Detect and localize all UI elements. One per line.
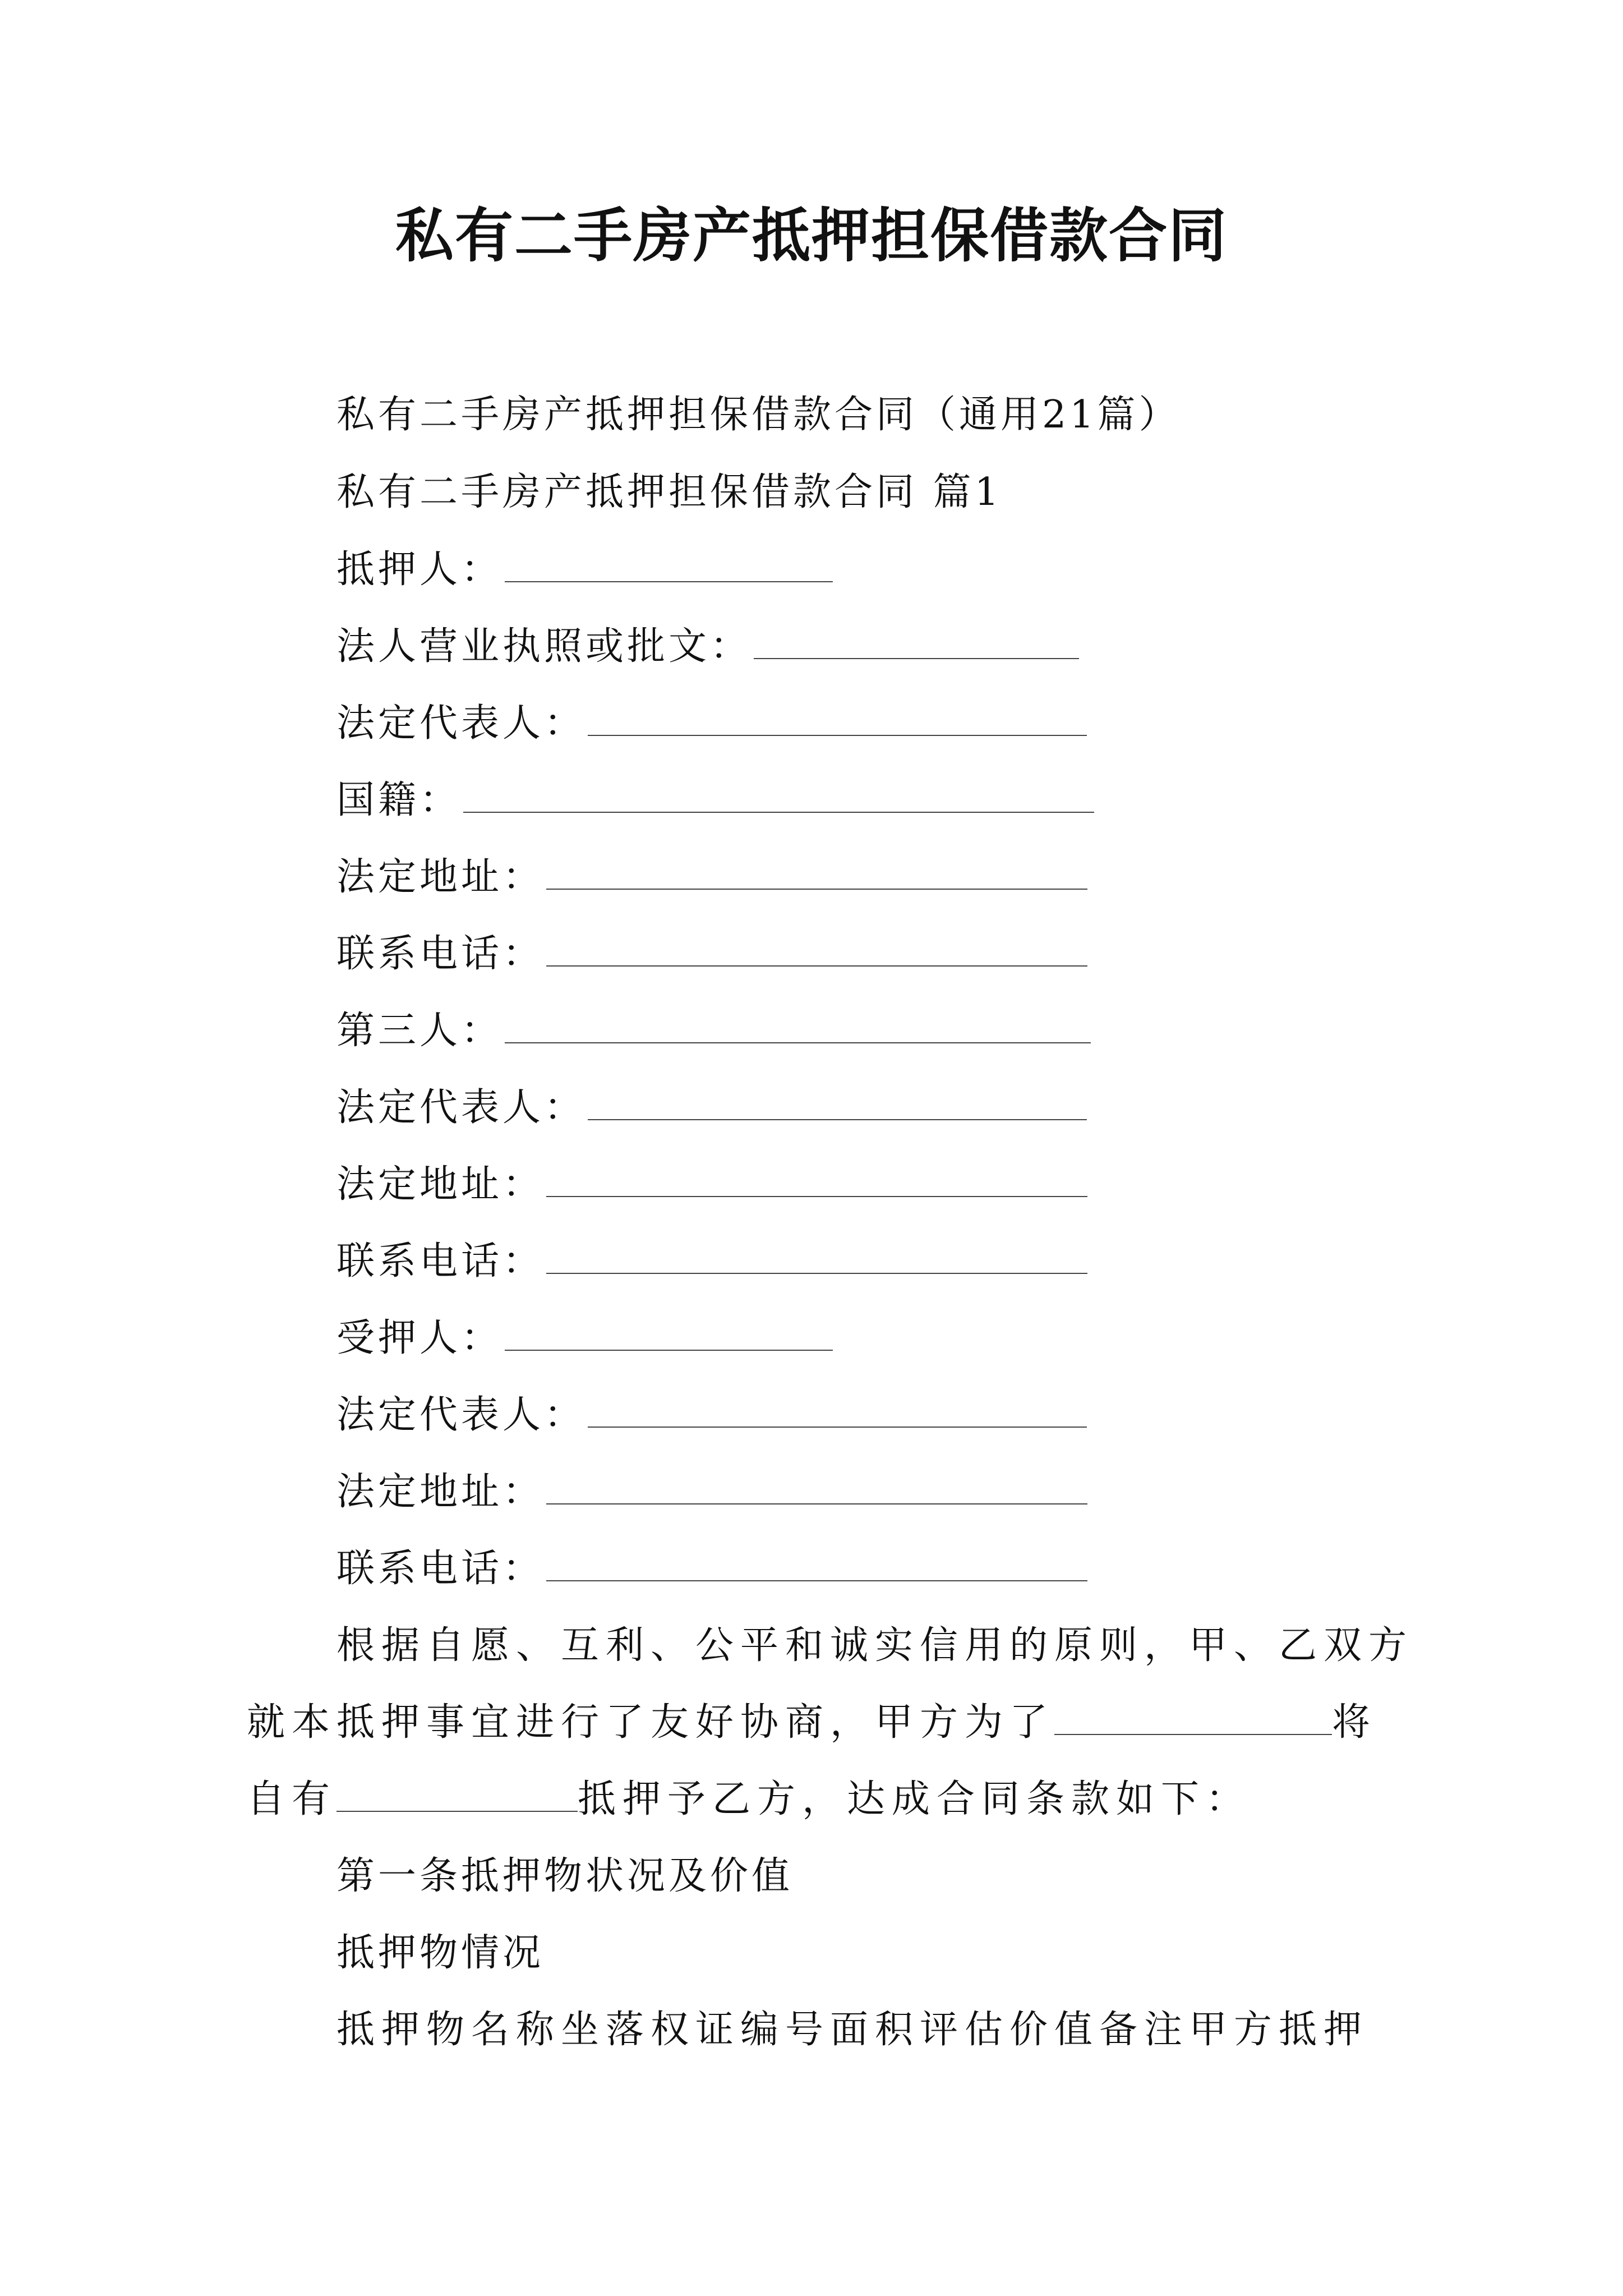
paragraph-text: 就本抵押事宜进行了友好协商，甲方为了 [247, 1700, 1055, 1745]
field-row-nationality [336, 772, 1094, 829]
field-label: 联系电话： [336, 932, 545, 976]
field-label: 法定地址： [336, 855, 545, 899]
field-row-legal-address-3 [336, 1464, 1087, 1520]
field-label: 法定地址： [336, 1470, 545, 1514]
section-heading: 私有二手房产抵押担保借款合同 篇1 [336, 470, 1002, 514]
field-row-mortgagor [336, 542, 833, 598]
paragraph-line-2 [247, 1695, 1377, 1751]
blank-line[interactable] [546, 931, 1087, 967]
field-row-third-party [336, 1003, 1091, 1059]
page-title: 私有二手房产抵押担保借款合同 [395, 201, 1228, 270]
field-label: 抵押人： [336, 547, 503, 592]
field-label: 法定地址： [336, 1162, 545, 1207]
collateral-heading: 抵押物情况 [336, 1931, 545, 1975]
field-label: 联系电话： [336, 1547, 545, 1591]
field-label: 法定代表人： [336, 1393, 586, 1437]
paragraph-text: 将 [1332, 1700, 1377, 1745]
field-label: 联系电话： [336, 1239, 545, 1283]
field-row-legal-address [336, 849, 1087, 905]
field-label: 法定代表人： [336, 1085, 586, 1130]
blank-line[interactable] [505, 546, 833, 582]
field-row-phone-3 [336, 1541, 1087, 1597]
blank-line[interactable] [588, 700, 1087, 736]
field-label: 国籍： [336, 778, 462, 822]
blank-line[interactable] [546, 1469, 1087, 1504]
field-label: 法人营业执照或批文： [336, 624, 752, 669]
paragraph-text: 抵押予乙方，达成合同条款如下： [578, 1777, 1251, 1821]
field-row-phone-2 [336, 1234, 1087, 1290]
paragraph-line-1: 根据自愿、互利、公平和诚实信用的原则，甲、乙双方 [336, 1623, 1414, 1668]
blank-line[interactable] [505, 1007, 1091, 1043]
field-row-legal-rep-3 [336, 1387, 1087, 1443]
paragraph-line-3 [247, 1772, 1251, 1828]
blank-line[interactable] [505, 1315, 833, 1351]
blank-line[interactable] [754, 623, 1079, 659]
blank-line[interactable] [546, 1545, 1087, 1581]
blank-line[interactable] [336, 1776, 578, 1812]
blank-line[interactable] [588, 1084, 1087, 1120]
field-row-mortgagee [336, 1310, 833, 1366]
blank-line[interactable] [463, 777, 1094, 813]
field-label: 法定代表人： [336, 701, 586, 746]
field-row-legal-rep [336, 696, 1087, 752]
field-row-legal-address-2 [336, 1157, 1087, 1213]
field-label: 受押人： [336, 1316, 503, 1360]
blank-line[interactable] [546, 1161, 1087, 1197]
blank-line[interactable] [546, 1238, 1087, 1274]
field-row-phone [336, 926, 1087, 982]
document-subtitle: 私有二手房产抵押担保借款合同（通用21篇） [336, 393, 1181, 437]
paragraph-text: 自有 [247, 1777, 337, 1821]
blank-line[interactable] [546, 854, 1087, 890]
collateral-table-header-line: 抵押物名称坐落权证编号面积评估价值备注甲方抵押 [336, 2008, 1369, 2052]
blank-line[interactable] [1054, 1699, 1332, 1735]
field-label: 第三人： [336, 1009, 503, 1053]
blank-line[interactable] [588, 1392, 1087, 1428]
field-row-legal-rep-2 [336, 1080, 1087, 1136]
field-row-business-license [336, 619, 1079, 675]
article-heading: 第一条抵押物状况及价值 [336, 1854, 794, 1898]
